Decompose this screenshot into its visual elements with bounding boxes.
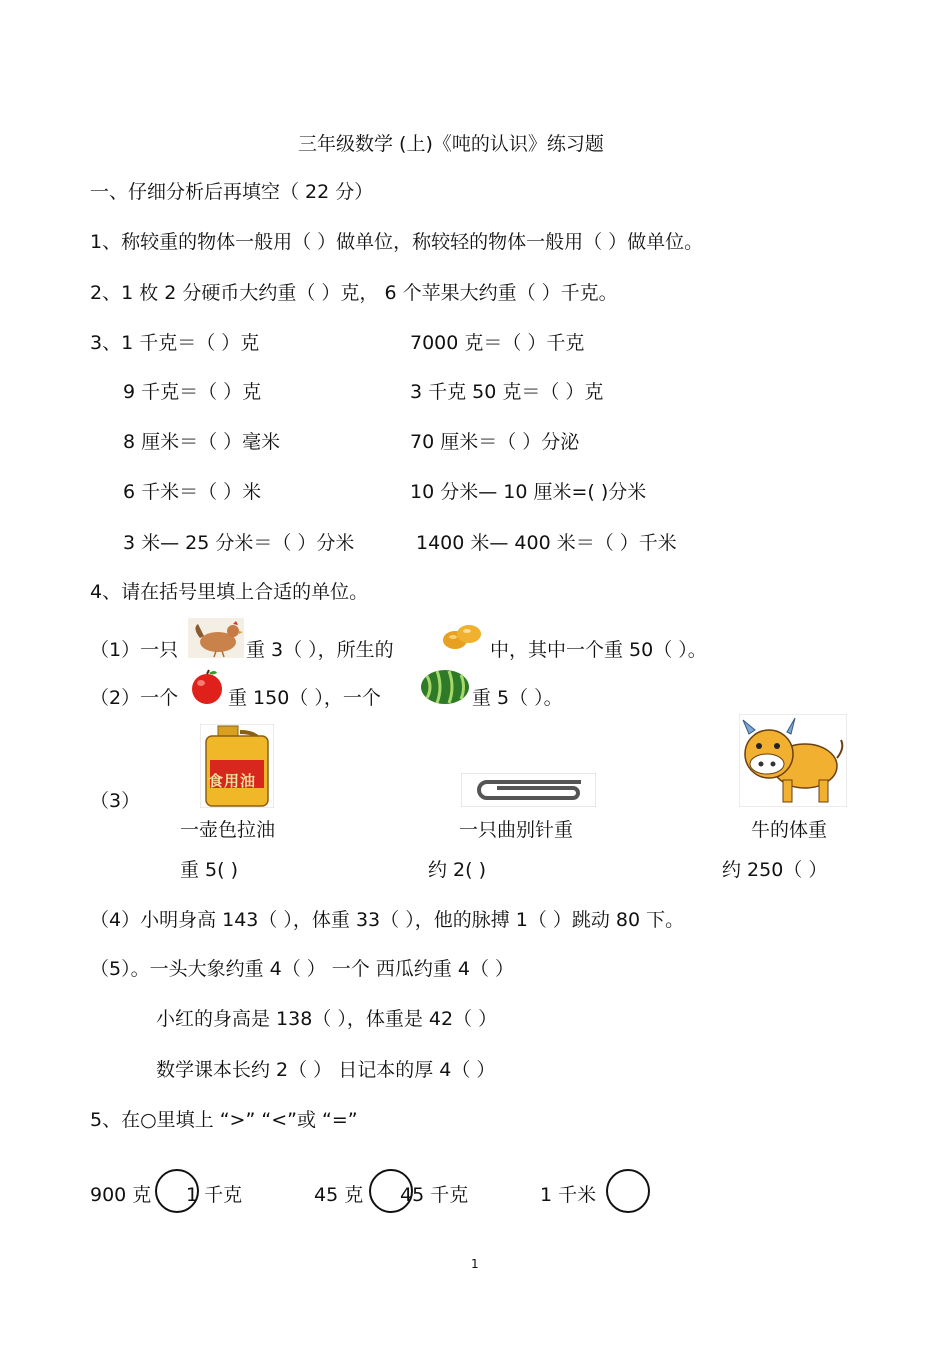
page-number: 1: [471, 1257, 479, 1271]
question-4-1-part-a: （1）一只: [90, 639, 179, 661]
question-4-2-part-a: （2）一个: [90, 687, 179, 709]
apple-icon: [188, 668, 226, 706]
oil-jar-icon: [200, 724, 274, 808]
oil-jar-caption: 一壶色拉油: [180, 819, 276, 841]
eggs-icon: [437, 620, 487, 656]
question-4-2-part-b: 重 150（ ），一个: [228, 687, 381, 709]
question-2: 2、1 枚 2 分硬币大约重（ ）克， 6 个苹果大约重（ ）千克。: [90, 282, 618, 304]
question-3-row4-right: 10 分米— 10 厘米=( )分米: [410, 481, 647, 503]
paperclip-icon: [461, 773, 596, 807]
question-4-5-line3: 数学课本长约 2（ ） 日记本的厚 4（ ）: [156, 1059, 496, 1081]
compare-1-right: 1 千克: [186, 1184, 243, 1206]
question-4-1-part-b: 重 3（ ），所生的: [246, 639, 394, 661]
compare-2-left: 45 克: [314, 1184, 364, 1206]
question-3-row5-right: 1400 米— 400 米＝（ ）千米: [416, 532, 677, 554]
watermelon-icon: [419, 668, 471, 706]
compare-3-circle[interactable]: [606, 1169, 650, 1213]
page-title: 三年级数学 (上)《吨的认识》练习题: [298, 133, 604, 155]
question-3-row2-left: 9 千克＝（ ）克: [123, 381, 262, 403]
question-3-row1-left: 3、1 千克＝（ ）克: [90, 332, 260, 354]
question-4-4: （4）小明身高 143（ ），体重 33（ ），他的脉搏 1（ ）跳动 80 下。: [90, 909, 685, 931]
oil-jar-label: 食用油: [208, 772, 257, 790]
section-heading: 一、仔细分析后再填空（ 22 分）: [90, 181, 374, 203]
question-4-5-line2: 小红的身高是 138（ ），体重是 42（ ）: [156, 1008, 498, 1030]
question-4-3-label: （3）: [90, 790, 141, 812]
question-4-1-part-c: 中，其中一个重 50（ ）。: [490, 639, 707, 661]
question-5-heading: 5、在○里填上 “>” “<”或 “=”: [90, 1109, 358, 1131]
question-3-row1-right: 7000 克＝（ ）千克: [410, 332, 585, 354]
paperclip-caption: 一只曲别针重: [459, 819, 574, 841]
question-4-heading: 4、请在括号里填上合适的单位。: [90, 581, 369, 603]
question-1: 1、称较重的物体一般用（ ）做单位，称较轻的物体一般用（ ）做单位。: [90, 231, 704, 253]
question-4-2-part-c: 重 5（ ）。: [472, 687, 563, 709]
compare-1-left: 900 克: [90, 1184, 152, 1206]
chicken-icon: [188, 618, 244, 658]
question-3-row2-right: 3 千克 50 克＝（ ）克: [410, 381, 604, 403]
paperclip-weight: 约 2( ): [428, 859, 486, 881]
question-3-row3-left: 8 厘米＝（ ）毫米: [123, 431, 281, 453]
cow-icon: [739, 714, 847, 807]
compare-3-left: 1 千米: [540, 1184, 597, 1206]
question-3-row5-left: 3 米— 25 分米＝（ ）分米: [123, 532, 355, 554]
compare-2-right: 45 千克: [400, 1184, 469, 1206]
question-4-5-line1: （5）。一头大象约重 4（ ） 一个 西瓜约重 4（ ）: [90, 958, 515, 980]
oil-jar-weight: 重 5( ): [180, 859, 238, 881]
cow-caption: 牛的体重: [751, 819, 828, 841]
cow-weight: 约 250（ ）: [722, 859, 828, 881]
question-3-row3-right: 70 厘米＝（ ）分泌: [410, 431, 580, 453]
question-3-row4-left: 6 千米＝（ ）米: [123, 481, 262, 503]
